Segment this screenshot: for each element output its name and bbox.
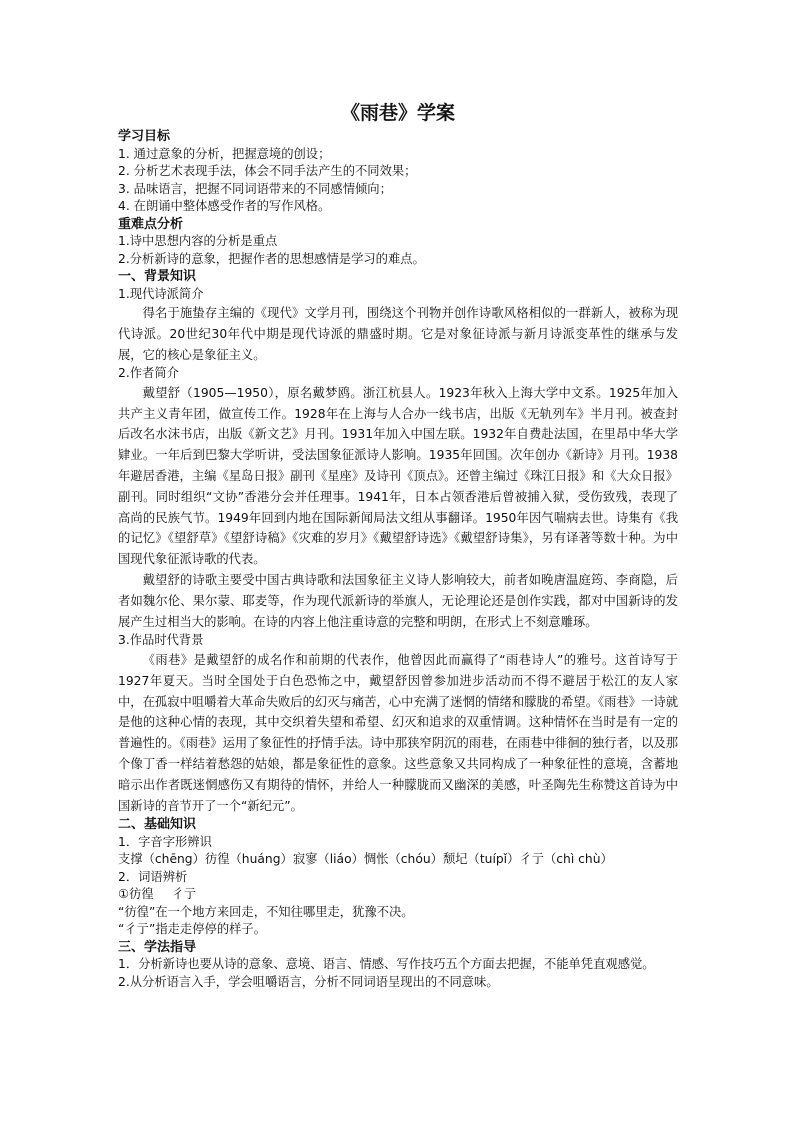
term-b: 彳亍	[171, 887, 197, 902]
list-item: 2.分析新诗的意象，把握作者的思想感情是学习的难点。	[118, 251, 425, 266]
list-item: 1.诗中思想内容的分析是重点	[118, 234, 278, 248]
method-item: 1．分析新诗也要从诗的意象、意境、语言、情感、写作技巧五个方面去把握，不能单凭直观感觉。	[118, 957, 655, 972]
subsection-title: 1．字音字形辨识	[118, 834, 212, 849]
paragraph-author-influence: 戴望舒的诗歌主要受中国古典诗歌和法国象征主义诗人影响较大，前者如晚唐温庭筠、李商隐，后者如魏尔伦、果尔蒙、耶麦等，作为现代派新诗的举旗人，无论理论还是创作实践，都对中国新诗的发展产生过相当大的影响。在诗的内容上他注重诗意的完整和明朗，在形式上不刻意雕琢。	[118, 573, 678, 629]
page-title: 《雨巷》学案	[340, 102, 455, 124]
section-heading-background: 一、背景知识	[118, 269, 197, 284]
section-heading-method: 三、学法指导	[118, 939, 197, 955]
definition-line: “彳亍”指走走停停的样子。	[118, 922, 267, 937]
list-item: 1. 通过意象的分析，把握意境的创设；	[118, 146, 331, 161]
list-item: 4. 在朗诵中整体感受作者的写作风格。	[118, 199, 331, 213]
section-heading-basics: 二、基础知识	[118, 817, 197, 833]
terms-line	[118, 886, 678, 904]
pronunciation-line: 支撑（chēng）彷徨（huáng）寂寥（liáo）惆怅（chóu）颓圮（tuípǐ）彳亍（chì chù）	[118, 852, 613, 867]
paragraph-work-background: 《雨巷》是戴望舒的成名作和前期的代表作，他曾因此而赢得了“雨巷诗人”的雅号。这首诗写于1927年夏天。当时全国处于白色恐怖之中，戴望舒因曾参加进步活动而不得不避居于松江的友人家中，在孤寂中咀嚼着大革命失败后的幻灭与痛苦，心中充满了迷惘的情绪和朦胧的希望。《雨巷》一诗就是他的这种心情的表现，其中交织着失望和希望、幻灭和追求的双重情调。这种情怀在当时是有一定的普遍性的。《雨巷》运用了象征性的抒情手法。诗中那狭窄阴沉的雨巷，在雨巷中徘徊的独行者，以及那个像丁香一样结着愁怨的姑娘，都是象征性的意象。这些意象又共同构成了一种象征性的意境，含蓄地暗示出作者既迷惘感伤又有期待的情怀，并给人一种朦胧而又幽深的美感，叶圣陶先生称赞这首诗为中国新诗的音节开了一个“新纪元”。	[118, 652, 678, 813]
subsection-title: 3.作品时代背景	[118, 633, 204, 648]
subsection-title: 2.作者简介	[118, 366, 179, 381]
paragraph-modern-school: 得名于施蛰存主编的《现代》文学月刊，围绕这个刊物并创作诗歌风格相似的一群新人，被称为现代诗派。20世纪30年代中期是现代诗派的鼎盛时期。它是对象征诗派与新月诗派变革性的继承与发展，它的核心是象征主义。	[118, 306, 678, 362]
method-item: 2.从分析语言入手，学会咀嚼语言，分析不同词语呈现出的不同意味。	[118, 974, 499, 989]
list-item: 2. 分析艺术表现手法，体会不同手法产生的不同效果；	[118, 164, 417, 178]
term-a: ①彷徨	[118, 887, 154, 902]
document-page	[118, 100, 678, 991]
goals-heading: 学习目标	[118, 129, 171, 144]
list-item: 3. 品味语言，把握不同词语带来的不同感情倾向；	[118, 181, 392, 196]
subsection-title: 2．词语辨析	[118, 869, 188, 884]
difficulty-heading: 重难点分析	[118, 216, 184, 232]
paragraph-author-bio: 戴望舒（1905—1950），原名戴梦鸥。浙江杭县人。1923年秋入上海大学中文系。1925年加入共产主义青年团，做宣传工作。1928年在上海与人合办一线书店，出版《无轨列车》半月刊。被查封后改名水沫书店，出版《新文艺》月刊。1931年加入中国左联。1932年自费赴法国，在里昂中华大学肄业。一年后到巴黎大学听讲，受法国象征派诗人影响。1935年回国。次年创办《新诗》月刊。1938年避居香港，主编《星岛日报》副刊《星座》及诗刊《顶点》。还曾主编过《珠江日报》和《大众日报》副刊。同时组织“文协”香港分会并任理事。1941年，日本占领香港后曾被捕入狱，受伤致残，表现了高尚的民族气节。1949年回到内地在国际新闻局法文组从事翻译。1950年因气喘病去世。诗集有《我的记忆》《望舒草》《望舒诗稿》《灾难的岁月》《戴望舒诗选》《戴望舒诗集》，另有译著等数十种。为中国现代象征派诗歌的代表。	[118, 385, 678, 567]
definition-line: “彷徨”在一个地方来回走，不知往哪里走，犹豫不决。	[118, 904, 414, 919]
subsection-title: 1.现代诗派简介	[118, 286, 204, 301]
